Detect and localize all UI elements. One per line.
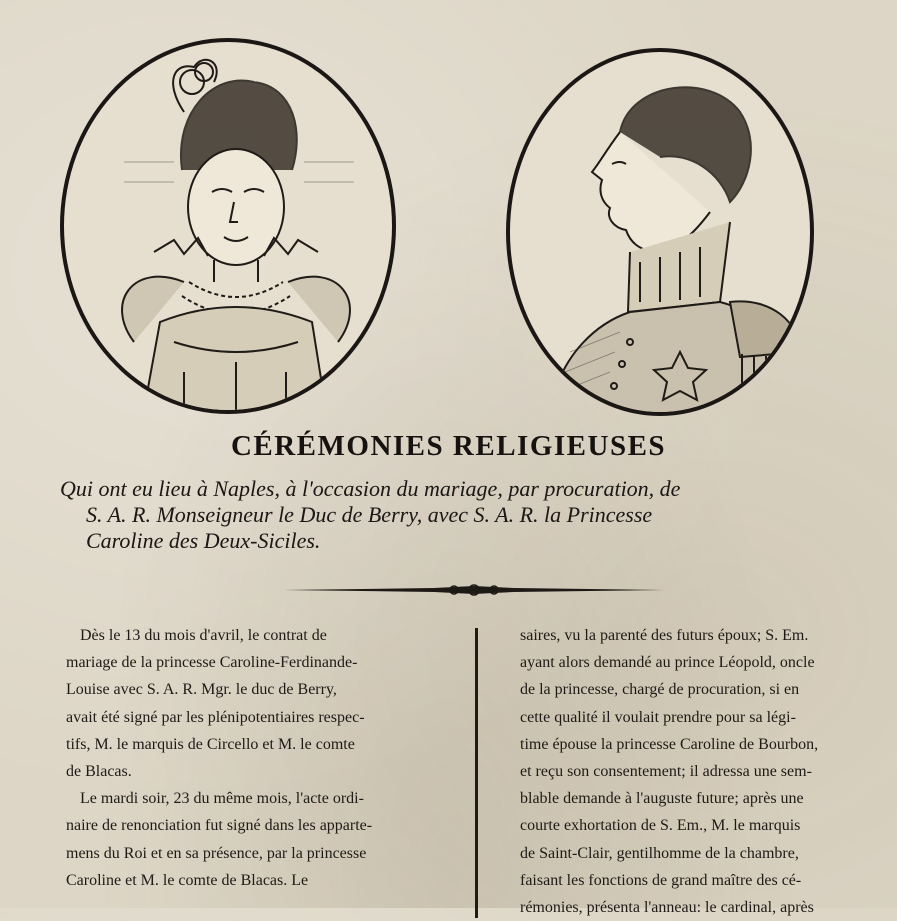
text-column-right bbox=[520, 622, 870, 921]
text-line: Dès le 13 du mois d'avril, le contrat de bbox=[80, 627, 327, 644]
text-column-left bbox=[66, 622, 432, 894]
text-line: rémonies, présenta l'anneau: le cardinal, après bbox=[520, 899, 814, 917]
princess-engraving-illustration bbox=[64, 42, 392, 410]
text-line: cette qualité il voulait prendre pour sa légi- bbox=[520, 708, 796, 726]
text-line: tifs, M. le marquis de Circello et M. le comte bbox=[66, 735, 355, 753]
text-line: blable demande à l'auguste future; après une bbox=[520, 790, 804, 808]
text-line: de la princesse, chargé de procuration, si en bbox=[520, 681, 800, 699]
text-line: de Blacas. bbox=[66, 763, 132, 781]
subtitle-line-2: S. A. R. Monseigneur le Duc de Berry, avec S. A. R. la Princesse bbox=[86, 502, 653, 527]
portrait-princess-engraving bbox=[60, 38, 396, 414]
document-subtitle bbox=[60, 476, 870, 554]
document-title: CÉRÉMONIES RELIGIEUSES bbox=[230, 430, 667, 462]
portrait-duke-engraving bbox=[506, 48, 814, 416]
text-line: saires, vu la parenté des futurs époux; S. Em. bbox=[520, 627, 809, 644]
text-line: avait été signé par les plénipotentiaires respec- bbox=[66, 708, 365, 726]
text-line: mariage de la princesse Caroline-Ferdinande- bbox=[66, 654, 358, 672]
subtitle-line-1: Qui ont eu lieu à Naples, à l'occasion du mariage, par procuration, de bbox=[60, 476, 681, 501]
text-line: et reçu son consentement; il adressa une sem- bbox=[520, 763, 812, 781]
text-line: mens du Roi et en sa présence, par la princesse bbox=[66, 844, 367, 862]
subtitle-line-3: Caroline des Deux-Siciles. bbox=[86, 528, 321, 553]
text-line: faisant les fonctions de grand maître des cé- bbox=[520, 871, 802, 889]
ornamental-rule bbox=[284, 578, 664, 602]
duke-engraving-illustration bbox=[510, 52, 810, 412]
text-line: Louise avec S. A. R. Mgr. le duc de Berry, bbox=[66, 681, 337, 699]
text-line: courte exhortation de S. Em., M. le marquis bbox=[520, 817, 801, 835]
text-line: Le mardi soir, 23 du même mois, l'acte ordi- bbox=[80, 790, 364, 808]
text-line: de Saint-Clair, gentilhomme de la chambre, bbox=[520, 844, 799, 862]
text-line: ayant alors demandé au prince Léopold, oncle bbox=[520, 654, 815, 672]
text-line: Caroline et M. le comte de Blacas. Le bbox=[66, 871, 309, 889]
text-line: time épouse la princesse Caroline de Bourbon, bbox=[520, 735, 819, 753]
text-line: naire de renonciation fut signé dans les apparte- bbox=[66, 817, 373, 835]
column-divider bbox=[475, 628, 478, 918]
